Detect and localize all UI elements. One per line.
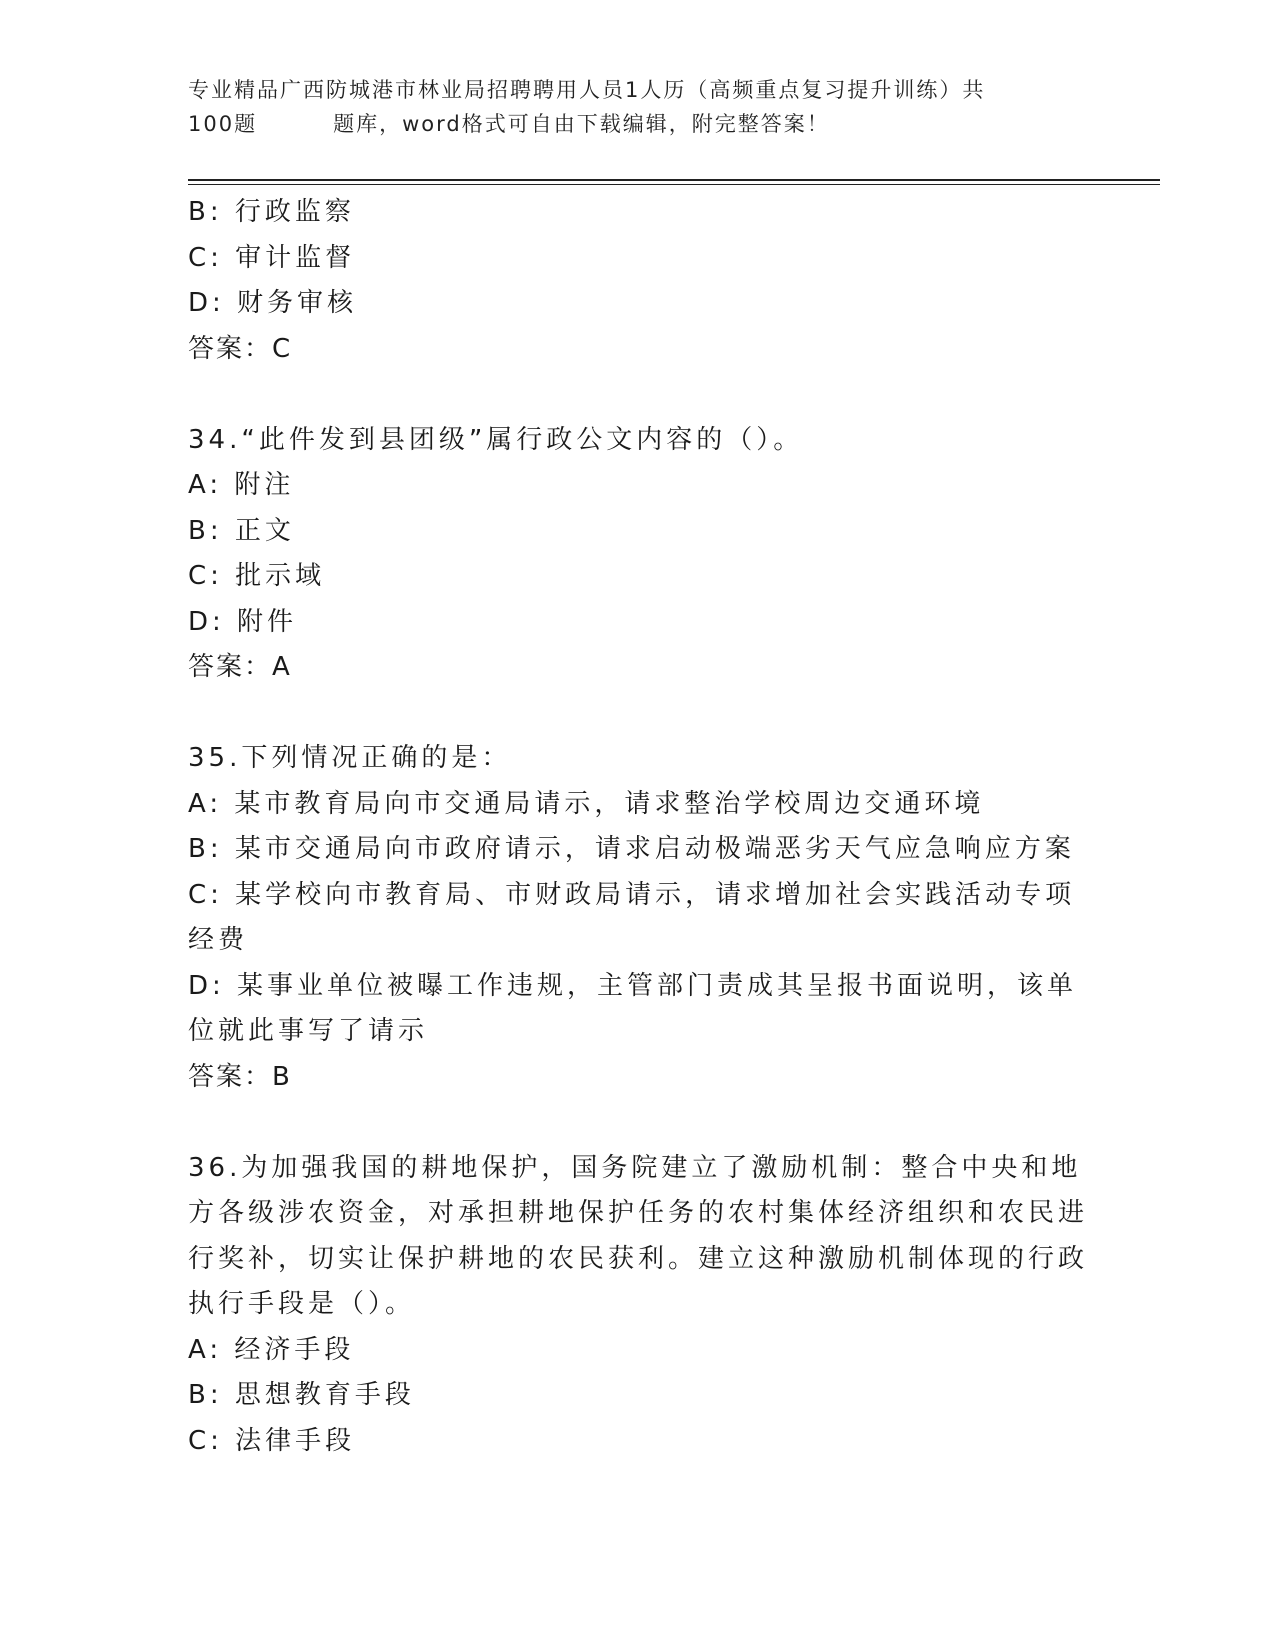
header-line-2 xyxy=(188,107,1088,141)
option-b: B: 某市交通局向市政府请示，请求启动极端恶劣天气应急响应方案 xyxy=(188,834,1075,864)
question-35 xyxy=(188,736,1088,1100)
option-a: A: 附注 xyxy=(188,470,295,500)
option-c: C: 法律手段 xyxy=(188,1425,356,1456)
header-count: 100题 xyxy=(188,112,258,136)
question-36 xyxy=(188,1146,1088,1465)
option-d: D: 财务审核 xyxy=(188,288,358,318)
option-d: D: 某事业单位被曝工作违规，主管部门责成其呈报书面说明，该单位就此事写了请示 xyxy=(188,970,1078,1046)
option-c: C: 批示域 xyxy=(188,561,326,591)
document-header xyxy=(188,73,1088,141)
question-33-tail xyxy=(188,190,1088,372)
question-stem: 36.为加强我国的耕地保护，国务院建立了激励机制：整合中央和地方各级涉农资金，对承担耕地保护任务的农村集体经济组织和农民进行奖补，切实让保护耕地的农民获利。建立这种激励机制体现的行政执行手段是（）。 xyxy=(188,1152,1089,1319)
question-content xyxy=(188,190,1088,1464)
header-line-1: 专业精品广西防城港市林业局招聘聘用人员1人历（高频重点复习提升训练）共 xyxy=(188,78,986,102)
answer: 答案：A xyxy=(188,652,292,682)
option-b: B: 行政监察 xyxy=(188,197,355,227)
question-stem: 35.下列情况正确的是： xyxy=(188,743,512,773)
option-a: A: 经济手段 xyxy=(188,1334,355,1365)
answer: 答案：B xyxy=(188,1061,292,1092)
option-d: D: 附件 xyxy=(188,606,298,637)
option-c: C: 某学校向市教育局、市财政局请示，请求增加社会实践活动专项经费 xyxy=(188,879,1076,955)
header-description: 题库，word格式可自由下载编辑，附完整答案！ xyxy=(333,112,830,136)
question-34 xyxy=(188,418,1088,691)
option-b: B: 思想教育手段 xyxy=(188,1380,415,1410)
header-divider-thick xyxy=(188,179,1160,181)
option-c: C: 审计监督 xyxy=(188,242,356,273)
option-b: B: 正文 xyxy=(188,515,295,546)
option-a: A: 某市教育局向市交通局请示，请求整治学校周边交通环境 xyxy=(188,788,985,819)
answer: 答案：C xyxy=(188,333,293,364)
question-stem: 34.“此件发到县团级”属行政公文内容的（）。 xyxy=(188,424,804,455)
header-divider-thin xyxy=(188,184,1160,185)
